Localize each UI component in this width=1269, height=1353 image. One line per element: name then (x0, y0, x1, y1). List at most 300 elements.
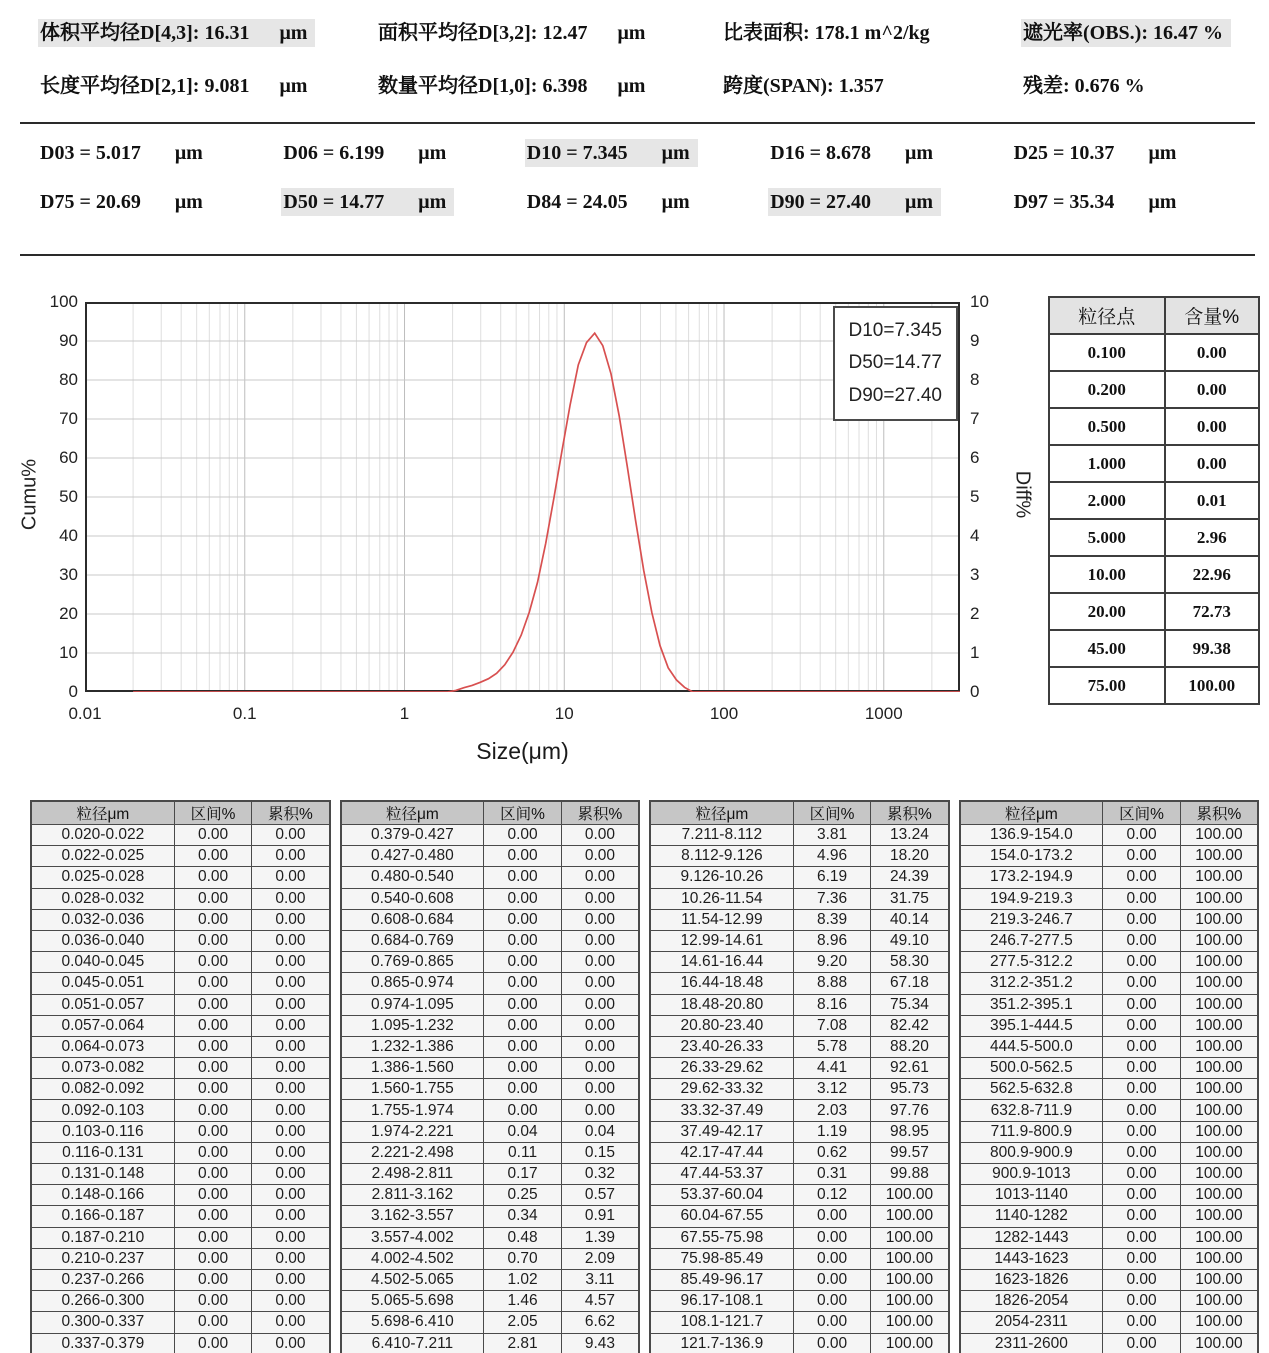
interval-percent-cell: 0.00 (174, 1015, 252, 1036)
cumulative-percent-cell: 58.30 (871, 952, 949, 973)
percentile-unit: μm (661, 191, 690, 213)
table-row (341, 1164, 640, 1185)
table-row (960, 1100, 1259, 1121)
cumulative-percent-cell: 100.00 (1180, 1079, 1258, 1100)
stat-label: 比表面积: (723, 22, 815, 44)
stat-unit: μm (617, 22, 646, 44)
interval-percent-cell: 0.00 (484, 1058, 562, 1079)
table-row (341, 973, 640, 994)
interval-percent-cell: 7.36 (793, 888, 871, 909)
interval-percent-cell: 0.00 (484, 973, 562, 994)
table-row (31, 888, 330, 909)
interval-percent-cell: 2.03 (793, 1100, 871, 1121)
size-range-cell: 277.5-312.2 (960, 952, 1103, 973)
cumulative-percent-cell: 0.00 (252, 1333, 330, 1353)
interval-percent-cell: 8.88 (793, 973, 871, 994)
cumulative-percent-cell: 0.00 (252, 1227, 330, 1248)
cumulative-percent-cell: 99.57 (871, 1142, 949, 1163)
interval-percent-cell: 0.00 (1103, 1015, 1181, 1036)
table-header-row (341, 801, 640, 825)
size-range-cell: 0.300-0.337 (31, 1312, 174, 1333)
size-point-cell: 0.200 (1049, 371, 1165, 408)
table-head (341, 801, 640, 825)
size-range-cell: 108.1-121.7 (650, 1312, 793, 1333)
percentile-value: D06 = 6.199 (283, 142, 385, 164)
table-row (31, 1036, 330, 1057)
stat-label: 面积平均径D[3,2]: (378, 22, 543, 44)
cumulative-percent-cell: 100.00 (1180, 1142, 1258, 1163)
left-axis-tick: 70 (59, 409, 78, 428)
size-range-cell: 1.560-1.755 (341, 1079, 484, 1100)
table-row (341, 1058, 640, 1079)
header-cell-1: 区间% (1103, 801, 1181, 825)
table-row (31, 1227, 330, 1248)
header-cell-2: 累积% (252, 801, 330, 825)
stat-item (721, 16, 938, 45)
table-row (650, 1036, 949, 1057)
cumulative-percent-cell: 0.00 (252, 1248, 330, 1269)
cumulative-percent-cell: 99.88 (871, 1164, 949, 1185)
size-range-cell: 800.9-900.9 (960, 1142, 1103, 1163)
cumulative-percent-cell: 100.00 (1180, 1185, 1258, 1206)
table-row (650, 846, 949, 867)
percentile-item (281, 191, 524, 214)
size-range-cell: 136.9-154.0 (960, 825, 1103, 846)
interval-percent-cell: 0.00 (1103, 1333, 1181, 1353)
table-row (31, 1015, 330, 1036)
table-row (341, 994, 640, 1015)
size-range-cell: 395.1-444.5 (960, 1015, 1103, 1036)
interval-table-group-4 (959, 800, 1260, 1353)
table-header-row (31, 801, 330, 825)
interval-percent-cell: 0.00 (484, 846, 562, 867)
percentile-inner (525, 188, 698, 216)
interval-percent-cell: 0.00 (484, 888, 562, 909)
legend-d90: D90=27.40 (848, 384, 942, 406)
table-row (31, 973, 330, 994)
table-row (960, 1227, 1259, 1248)
cumulative-percent-cell: 0.00 (561, 1058, 639, 1079)
cumulative-percent-cell: 0.00 (252, 1015, 330, 1036)
interval-percent-cell: 0.00 (174, 994, 252, 1015)
size-point-cell: 75.00 (1049, 667, 1165, 704)
cumulative-percent-cell: 0.57 (561, 1185, 639, 1206)
table-row (341, 1100, 640, 1121)
percentile-value: D50 = 14.77 (283, 191, 385, 213)
table-row (650, 825, 949, 846)
table-row (960, 952, 1259, 973)
left-axis-tick: 10 (59, 643, 78, 662)
table-row (960, 973, 1259, 994)
table-row (650, 867, 949, 888)
table-row (960, 846, 1259, 867)
table-row (960, 1185, 1259, 1206)
size-range-cell: 53.37-60.04 (650, 1185, 793, 1206)
table-row (31, 1079, 330, 1100)
cumulative-percent-cell: 100.00 (871, 1269, 949, 1290)
size-range-cell: 562.5-632.8 (960, 1079, 1103, 1100)
table-row (31, 1058, 330, 1079)
table-row (31, 1333, 330, 1353)
cumulative-percent-cell: 0.00 (561, 909, 639, 930)
interval-percent-cell: 0.00 (174, 1079, 252, 1100)
table-row (650, 1100, 949, 1121)
interval-percent-cell: 0.00 (174, 1058, 252, 1079)
size-range-cell: 0.020-0.022 (31, 825, 174, 846)
percentile-inner (1012, 139, 1185, 167)
size-range-cell: 2.498-2.811 (341, 1164, 484, 1185)
size-range-cell: 0.051-0.057 (31, 994, 174, 1015)
cumulative-percent-cell: 100.00 (1180, 846, 1258, 867)
cumulative-percent-cell: 0.00 (252, 973, 330, 994)
size-point-cell: 20.00 (1049, 593, 1165, 630)
size-range-cell: 219.3-246.7 (960, 909, 1103, 930)
percentile-inner (525, 139, 698, 167)
interval-percent-cell: 0.00 (1103, 888, 1181, 909)
interval-percent-cell: 0.00 (174, 1312, 252, 1333)
content-cell: 2.96 (1165, 519, 1260, 556)
table-row (31, 1185, 330, 1206)
size-range-cell: 1.232-1.386 (341, 1036, 484, 1057)
interval-percent-cell: 4.41 (793, 1058, 871, 1079)
size-range-cell: 2.811-3.162 (341, 1185, 484, 1206)
interval-percent-cell: 0.00 (1103, 1227, 1181, 1248)
table-head (31, 801, 330, 825)
content-cell: 0.00 (1165, 445, 1260, 482)
header-cell-2: 累积% (561, 801, 639, 825)
interval-percent-cell: 0.00 (1103, 1100, 1181, 1121)
table-row (31, 994, 330, 1015)
percentile-item (768, 191, 1011, 214)
interval-percent-cell: 0.00 (484, 825, 562, 846)
size-range-cell: 246.7-277.5 (960, 930, 1103, 951)
interval-percent-cell: 0.00 (1103, 1164, 1181, 1185)
size-range-cell: 4.002-4.502 (341, 1248, 484, 1269)
legend-d10: D10=7.345 (848, 320, 942, 341)
interval-percent-cell: 0.48 (484, 1227, 562, 1248)
table-row (31, 867, 330, 888)
cumulative-percent-cell: 100.00 (1180, 973, 1258, 994)
table-row (31, 825, 330, 846)
table-row (341, 1185, 640, 1206)
percentile-item (1012, 142, 1255, 165)
table-row (650, 1015, 949, 1036)
table-row (341, 846, 640, 867)
interval-percent-cell: 0.11 (484, 1142, 562, 1163)
content-cell: 100.00 (1165, 667, 1260, 704)
interval-percent-cell: 0.00 (1103, 994, 1181, 1015)
size-range-cell: 0.116-0.131 (31, 1142, 174, 1163)
interval-percent-cell: 0.04 (484, 1121, 562, 1142)
table-row (960, 1312, 1259, 1333)
interval-percent-cell: 0.00 (174, 1121, 252, 1142)
right-axis-tick: 3 (970, 565, 980, 584)
cumulative-percent-cell: 0.91 (561, 1206, 639, 1227)
content-cell: 99.38 (1165, 630, 1260, 667)
table-row (341, 867, 640, 888)
table-head (960, 801, 1259, 825)
right-axis-tick: 4 (970, 526, 980, 545)
size-range-cell: 75.98-85.49 (650, 1248, 793, 1269)
table-row (341, 1248, 640, 1269)
size-range-cell: 3.162-3.557 (341, 1206, 484, 1227)
table-row (650, 930, 949, 951)
size-range-cell: 18.48-20.80 (650, 994, 793, 1015)
cumulative-percent-cell: 100.00 (1180, 1100, 1258, 1121)
size-range-cell: 1013-1140 (960, 1185, 1103, 1206)
interval-table-group-3 (649, 800, 950, 1353)
stats-row (38, 16, 1255, 45)
percentile-unit: μm (905, 191, 934, 213)
size-range-cell: 12.99-14.61 (650, 930, 793, 951)
interval-percent-cell: 7.08 (793, 1015, 871, 1036)
cumulative-percent-cell: 100.00 (871, 1291, 949, 1312)
table-row (960, 1291, 1259, 1312)
percentile-inner (768, 139, 941, 167)
size-range-cell: 500.0-562.5 (960, 1058, 1103, 1079)
table-row (31, 1100, 330, 1121)
cumulative-percent-cell: 0.00 (561, 1015, 639, 1036)
stat-label: 残差: (1023, 75, 1075, 97)
cumulative-percent-cell: 0.00 (252, 1036, 330, 1057)
header-cell-2: 累积% (871, 801, 949, 825)
interval-percent-cell: 0.00 (1103, 930, 1181, 951)
table-row (1049, 408, 1259, 445)
cumulative-percent-cell: 0.00 (252, 1058, 330, 1079)
cumulative-percent-cell: 95.73 (871, 1079, 949, 1100)
table-row (31, 930, 330, 951)
left-axis-tick: 0 (68, 682, 78, 701)
interval-percent-cell: 0.34 (484, 1206, 562, 1227)
size-range-cell: 1826-2054 (960, 1291, 1103, 1312)
stat-inner (721, 19, 938, 47)
legend-d50: D50=14.77 (848, 352, 942, 374)
stat-item (1021, 16, 1231, 45)
size-range-cell: 0.480-0.540 (341, 867, 484, 888)
interval-percent-cell: 0.31 (793, 1164, 871, 1185)
cumulative-percent-cell: 100.00 (871, 1333, 949, 1353)
cumulative-percent-cell: 18.20 (871, 846, 949, 867)
cumulative-percent-cell: 100.00 (1180, 1312, 1258, 1333)
stat-unit: μm (279, 75, 308, 97)
size-range-cell: 7.211-8.112 (650, 825, 793, 846)
content-cell: 72.73 (1165, 593, 1260, 630)
table-row (650, 1206, 949, 1227)
interval-percent-cell: 2.81 (484, 1333, 562, 1353)
interval-percent-cell: 0.00 (793, 1206, 871, 1227)
percentile-unit: μm (661, 142, 690, 164)
table-row (650, 1185, 949, 1206)
interval-percent-cell: 0.00 (1103, 973, 1181, 994)
table-row (341, 1015, 640, 1036)
interval-percent-cell: 0.00 (1103, 1312, 1181, 1333)
stat-label: 数量平均径D[1,0]: (378, 75, 543, 97)
size-range-cell: 0.082-0.092 (31, 1079, 174, 1100)
x-axis-title: Size(μm) (476, 738, 569, 764)
interval-percent-cell: 0.00 (793, 1269, 871, 1290)
stat-label: 遮光率(OBS.): (1023, 22, 1153, 44)
percentile-value: D97 = 35.34 (1013, 191, 1115, 213)
percentile-item (38, 142, 281, 165)
cumulative-percent-cell: 0.32 (561, 1164, 639, 1185)
size-range-cell: 5.698-6.410 (341, 1312, 484, 1333)
interval-percent-cell: 0.00 (174, 1100, 252, 1121)
interval-percent-cell: 0.00 (484, 952, 562, 973)
cumulative-percent-cell: 0.00 (252, 1142, 330, 1163)
right-axis-title: Diff% (1011, 470, 1034, 519)
cumulative-percent-cell: 0.00 (561, 973, 639, 994)
cumulative-percent-cell: 100.00 (1180, 1164, 1258, 1185)
table-row (960, 1015, 1259, 1036)
size-range-cell: 0.073-0.082 (31, 1058, 174, 1079)
size-range-cell: 2054-2311 (960, 1312, 1103, 1333)
table-row (650, 1121, 949, 1142)
cumulative-percent-cell: 82.42 (871, 1015, 949, 1036)
cumulative-percent-cell: 0.15 (561, 1142, 639, 1163)
cumulative-percent-cell: 9.43 (561, 1333, 639, 1353)
cumulative-percent-cell: 100.00 (1180, 1121, 1258, 1142)
table-row (31, 1312, 330, 1333)
size-range-cell: 2311-2600 (960, 1333, 1103, 1353)
table-body (960, 825, 1259, 1353)
table-row (650, 1333, 949, 1353)
percentile-value: D25 = 10.37 (1013, 142, 1115, 164)
interval-table-group-2 (340, 800, 641, 1353)
size-point-header: 粒径点 (1049, 297, 1165, 334)
percentile-unit: μm (1148, 142, 1177, 164)
cumulative-percent-cell: 2.09 (561, 1248, 639, 1269)
stat-label: 长度平均径D[2,1]: (40, 75, 205, 97)
table-row (341, 930, 640, 951)
interval-percent-cell: 0.00 (174, 930, 252, 951)
size-range-cell: 26.33-29.62 (650, 1058, 793, 1079)
size-range-cell: 0.166-0.187 (31, 1206, 174, 1227)
cumulative-percent-cell: 0.00 (252, 1269, 330, 1290)
cumulative-percent-cell: 100.00 (871, 1227, 949, 1248)
table-row (960, 1036, 1259, 1057)
interval-percent-cell: 0.00 (174, 1333, 252, 1353)
percentile-unit: μm (905, 142, 934, 164)
interval-percent-cell: 0.00 (793, 1248, 871, 1269)
stat-value: 6.398 (542, 75, 588, 97)
percentile-item (525, 191, 768, 214)
size-range-cell: 0.064-0.073 (31, 1036, 174, 1057)
cumulative-percent-cell: 0.00 (252, 1079, 330, 1100)
size-range-cell: 16.44-18.48 (650, 973, 793, 994)
table-row (960, 1164, 1259, 1185)
stat-value: 0.676 % (1074, 75, 1145, 97)
size-range-cell: 194.9-219.3 (960, 888, 1103, 909)
cumulative-percent-cell: 31.75 (871, 888, 949, 909)
interval-percent-cell: 8.39 (793, 909, 871, 930)
table-row (650, 888, 949, 909)
x-axis-tick: 1 (399, 704, 410, 723)
size-range-cell: 33.32-37.49 (650, 1100, 793, 1121)
size-range-cell: 0.103-0.116 (31, 1121, 174, 1142)
cumulative-percent-cell: 3.11 (561, 1269, 639, 1290)
table-row (341, 888, 640, 909)
percentile-item (281, 142, 524, 165)
size-range-cell: 0.266-0.300 (31, 1291, 174, 1312)
interval-percent-cell: 0.00 (174, 1185, 252, 1206)
size-range-cell: 0.427-0.480 (341, 846, 484, 867)
size-range-cell: 154.0-173.2 (960, 846, 1103, 867)
table-row (341, 1142, 640, 1163)
size-range-cell: 42.17-47.44 (650, 1142, 793, 1163)
header-cell-2: 累积% (1180, 801, 1258, 825)
table-row (341, 952, 640, 973)
right-axis-tick: 8 (970, 370, 980, 389)
interval-percent-cell: 3.12 (793, 1079, 871, 1100)
percentile-value: D90 = 27.40 (770, 191, 872, 213)
size-point-cell: 1.000 (1049, 445, 1165, 482)
table-row (31, 1121, 330, 1142)
interval-percent-cell: 1.46 (484, 1291, 562, 1312)
interval-percent-cell: 0.00 (484, 1079, 562, 1100)
percentile-inner (38, 188, 211, 216)
size-point-cell: 5.000 (1049, 519, 1165, 556)
size-point-cell: 45.00 (1049, 630, 1165, 667)
cumulative-percent-cell: 13.24 (871, 825, 949, 846)
stats-row (38, 69, 1255, 98)
interval-percent-cell: 0.00 (484, 1015, 562, 1036)
interval-percent-cell: 0.00 (1103, 1185, 1181, 1206)
cumulative-percent-cell: 4.57 (561, 1291, 639, 1312)
right-axis-tick: 7 (970, 409, 980, 428)
interval-percent-cell: 0.00 (1103, 825, 1181, 846)
header-cell-1: 区间% (793, 801, 871, 825)
size-range-cell: 8.112-9.126 (650, 846, 793, 867)
size-range-cell: 14.61-16.44 (650, 952, 793, 973)
interval-percent-cell: 0.00 (484, 930, 562, 951)
interval-percent-cell: 0.00 (1103, 867, 1181, 888)
size-point-cell: 2.000 (1049, 482, 1165, 519)
cumulative-percent-cell: 0.00 (252, 867, 330, 888)
x-axis-tick: 10 (554, 704, 574, 723)
table-row (650, 1227, 949, 1248)
percentile-row (38, 142, 1255, 165)
content-header: 含量% (1165, 297, 1260, 334)
table-row (341, 825, 640, 846)
interval-percent-cell: 0.62 (793, 1142, 871, 1163)
size-range-cell: 85.49-96.17 (650, 1269, 793, 1290)
table-row (650, 1312, 949, 1333)
cumulative-percent-cell: 100.00 (1180, 825, 1258, 846)
size-range-cell: 29.62-33.32 (650, 1079, 793, 1100)
cumulative-percent-cell: 0.00 (561, 930, 639, 951)
cumulative-percent-cell: 0.00 (252, 952, 330, 973)
interval-percent-cell: 8.16 (793, 994, 871, 1015)
cumulative-percent-cell: 100.00 (1180, 888, 1258, 909)
table-row (650, 1269, 949, 1290)
interval-percent-cell: 0.00 (174, 909, 252, 930)
size-range-cell: 4.502-5.065 (341, 1269, 484, 1290)
interval-percent-cell: 0.00 (1103, 1058, 1181, 1079)
size-range-cell: 0.148-0.166 (31, 1185, 174, 1206)
size-range-cell: 0.865-0.974 (341, 973, 484, 994)
cumulative-percent-cell: 0.00 (252, 1121, 330, 1142)
cumulative-percent-cell: 100.00 (1180, 1291, 1258, 1312)
cumulative-percent-cell: 67.18 (871, 973, 949, 994)
table-row (650, 1079, 949, 1100)
interval-percent-cell: 0.00 (174, 846, 252, 867)
interval-percent-cell: 0.00 (174, 952, 252, 973)
content-percent-table (1048, 296, 1260, 705)
cumulative-percent-cell: 100.00 (1180, 1248, 1258, 1269)
header-cell-0: 粒径μm (960, 801, 1103, 825)
interval-percent-cell: 0.00 (1103, 1291, 1181, 1312)
table-row (31, 1164, 330, 1185)
